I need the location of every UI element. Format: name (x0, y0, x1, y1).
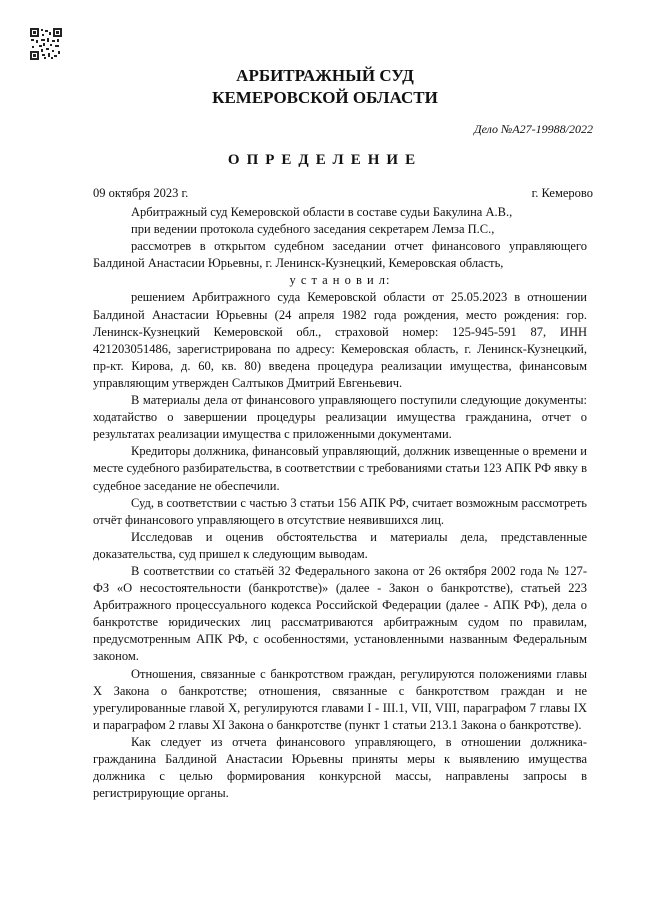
paragraph-court-absence: Суд, в соответствии с частью 3 статьи 156 АПК РФ, считает возможным рассмотреть отчёт финансового управляющего в отсутствие неявившихся лиц. (93, 495, 587, 527)
paragraph-creditors: Кредиторы должника, финансовый управляющий, должник извещенные о времени и месте судебного разбирательства, в соответствии с требованиями статьи 123 АПК РФ явку в судебное заседание не обеспечили. (93, 444, 587, 493)
qr-code (30, 28, 62, 60)
paragraph-examined: Исследовав и оценив обстоятельства и материалы дела, представленные доказательства, суд пришел к следующим выводам. (93, 529, 587, 561)
court-name-line2: КЕМЕРОВСКОЙ ОБЛАСТИ (212, 88, 438, 107)
paragraph-law-article-32: В соответствии со статьёй 32 Федерального закона от 26 октября 2002 года № 127- ФЗ «О несостоятельности (банкротстве)» (далее - Закон о банкротстве), статьей 223 Арбитражного процессуального кодекса Российской Федерации (далее - АПК РФ), дела о банкротстве юридических лиц рассматриваются арбитражным судом по правилам, предусмотренным АПК РФ, с особенностями, установленными названным Федеральным законом. (93, 563, 587, 664)
paragraph-secretary: при ведении протокола судебного заседания секретарем Лемза П.С., (131, 222, 495, 237)
paragraph-relations: Отношения, связанные с банкротством граждан, регулируются положениями главы X Закона о банкротстве; отношения, связанные с банкротством граждан и не урегулированные главой X, регулируются главами I - III.1, VII, VIII, параграфом 7 главы IX и параграфом 2 главы XI Закона о банкротстве (пункт 1 статьи 213.1 Закона о банкротстве). (93, 666, 587, 732)
paragraph-decision: решением Арбитражного суда Кемеровской области от 25.05.2023 в отношении Балдиной Анастасии Юрьевны (24 апреля 1982 года рождения, место рождения: гор. Ленинск-Кузнецкий Кемеровской обл., страховой номер: 125-945-591 87, ИНН 421203051486, зарегистрирована по адресу: Кемеровская область, г. Ленинск-Кузнецкий, пр-кт. Кирова, д. 60, кв. 80) введена процедура реализации имущества, финансовым управляющим утвержден Салтыков Дмитрий Евгеньевич. (93, 290, 587, 390)
document-body (93, 204, 587, 802)
paragraph-materials: В материалы дела от финансового управляющего поступили следующие документы: ходатайство о завершении процедуры реализации имущества гражданина, отчет о результатах реализации имущества с приложенными документами. (93, 393, 587, 442)
case-number: Дело №А27-19988/2022 (473, 122, 593, 136)
document-date: 09 октября 2023 г. (93, 186, 189, 200)
document-title: ОПРЕДЕЛЕНИЕ (227, 152, 423, 168)
document-city: г. Кемерово (531, 186, 593, 200)
court-name-line1: АРБИТРАЖНЫЙ СУД (236, 66, 414, 85)
paragraph-court-composition: Арбитражный суд Кемеровской области в составе судьи Бакулина А.В., (131, 205, 513, 219)
paragraph-considering: рассмотрев в открытом судебном заседании отчет финансового управляющего Балдиной Анастасии Юрьевны, г. Ленинск-Кузнецкий, Кемеровская область, (93, 239, 587, 271)
paragraph-established-heading: у с т а н о в и л: (289, 273, 391, 288)
paragraph-report: Как следует из отчета финансового управляющего, в отношении должника-гражданина Балдиной Анастасии Юрьевны приняты меры к выявлению имущества должника с целью формирования конкурсной массы, направлены запросы в регистрирующие органы. (93, 734, 587, 801)
